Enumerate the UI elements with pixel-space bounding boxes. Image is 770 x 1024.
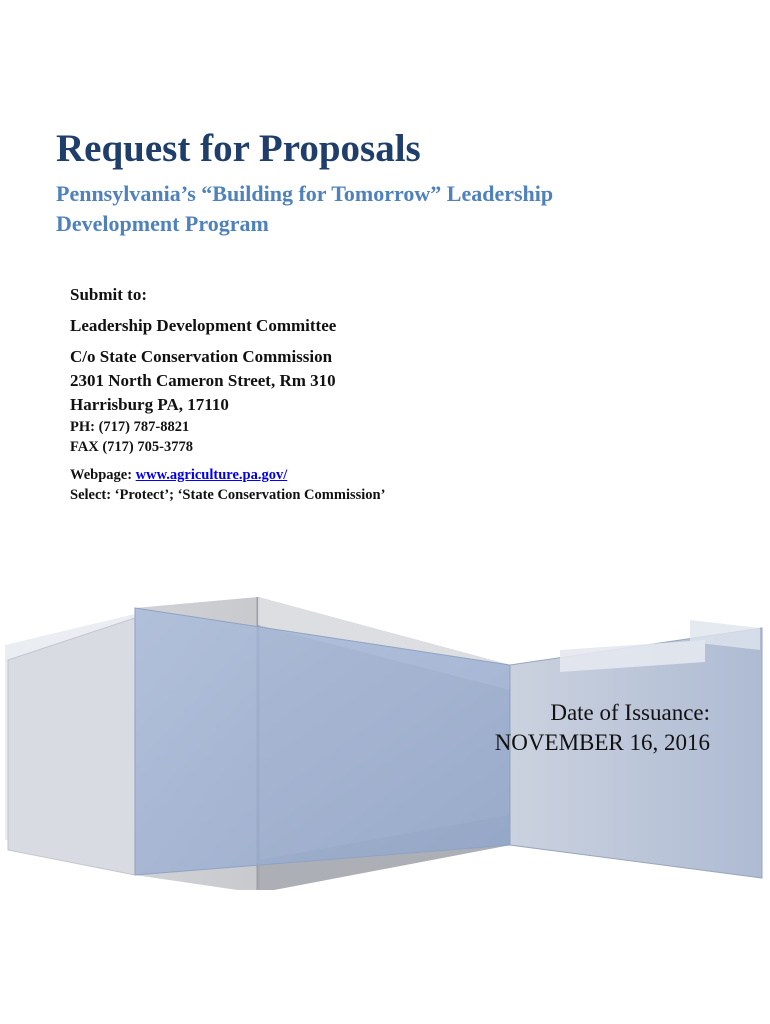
committee-name: Leadership Development Committee <box>70 316 337 335</box>
city-state-zip: Harrisburg PA, 17110 <box>70 395 229 414</box>
phone-number: PH: (717) 787-8821 <box>70 419 190 435</box>
webpage-link[interactable]: www.agriculture.pa.gov/ <box>135 467 288 483</box>
street-address: 2301 North Cameron Street, Rm 310 <box>70 371 336 390</box>
submit-heading: Submit to: <box>70 285 147 304</box>
page-subtitle: Pennsylvania’s “Building for Tomorrow” Leadership Development Program <box>56 181 554 236</box>
care-of-line: C/o State Conservation Commission <box>70 347 333 366</box>
webpage-line <box>70 465 385 485</box>
fax-number: FAX (717) 705-3778 <box>70 439 193 455</box>
issuance-block <box>495 698 710 758</box>
issuance-date: NOVEMBER 16, 2016 <box>494 730 710 755</box>
webpage-label: Webpage: <box>70 467 136 483</box>
select-instruction: Select: ‘Protect’; ‘State Conservation Commission’ <box>70 487 386 503</box>
issuance-label: Date of Issuance: <box>550 700 710 725</box>
submit-to-block <box>70 284 385 505</box>
page-title: Request for Proposals <box>56 127 421 170</box>
